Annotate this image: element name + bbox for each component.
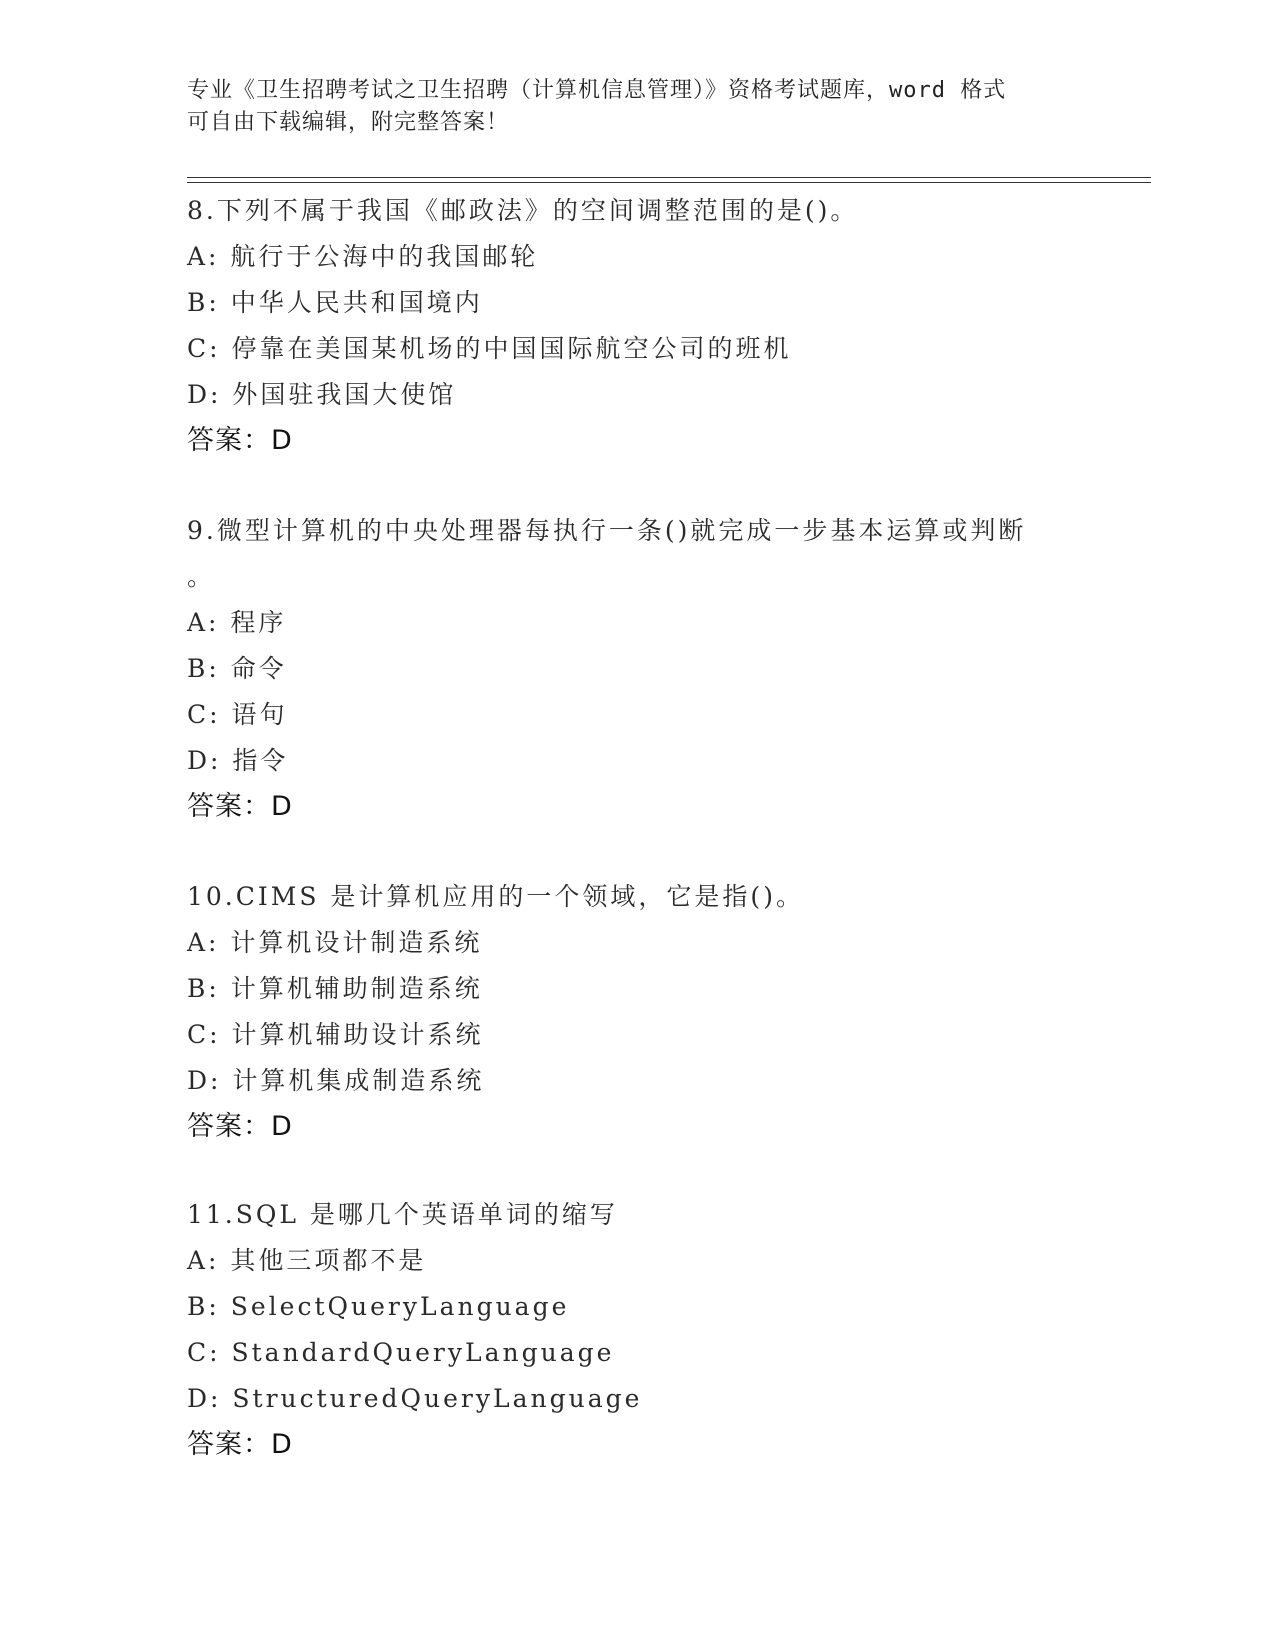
answer: 答案：D <box>187 791 293 822</box>
header-line-2: 可自由下载编辑，附完整答案！ <box>187 110 510 135</box>
header-divider-top <box>187 177 1151 178</box>
question-11 <box>187 1192 1067 1468</box>
question-stem: 9.微型计算机的中央处理器每执行一条()就完成一步基本运算或判断 <box>187 516 1027 545</box>
option-c: C: 计算机辅助设计系统 <box>187 1020 484 1049</box>
question-8 <box>187 188 1067 464</box>
question-stem: 11.SQL 是哪几个英语单词的缩写 <box>187 1200 618 1229</box>
answer: 答案：D <box>187 1429 293 1460</box>
option-b: B: SelectQueryLanguage <box>187 1292 570 1321</box>
option-c: C: 语句 <box>187 700 288 729</box>
answer: 答案：D <box>187 1111 293 1142</box>
option-a: A: 程序 <box>187 608 287 637</box>
option-d: D: 计算机集成制造系统 <box>187 1066 485 1095</box>
header-line-1: 专业《卫生招聘考试之卫生招聘（计算机信息管理）》资格考试题库，word 格式 <box>187 78 1007 103</box>
option-b: B: 命令 <box>187 654 287 683</box>
header-divider-bottom <box>187 182 1151 183</box>
option-d: D: 指令 <box>187 746 289 775</box>
option-d: D: StructuredQueryLanguage <box>187 1384 643 1413</box>
question-stem: 8.下列不属于我国《邮政法》的空间调整范围的是()。 <box>187 196 859 225</box>
option-a: A: 航行于公海中的我国邮轮 <box>187 242 539 271</box>
question-stem: 10.CIMS 是计算机应用的一个领域，它是指()。 <box>187 882 804 911</box>
option-c: C: 停靠在美国某机场的中国国际航空公司的班机 <box>187 334 792 363</box>
option-a: A: 计算机设计制造系统 <box>187 928 483 957</box>
option-a: A: 其他三项都不是 <box>187 1246 427 1275</box>
option-d: D: 外国驻我国大使馆 <box>187 380 457 409</box>
question-10 <box>187 874 1067 1150</box>
option-c: C: StandardQueryLanguage <box>187 1338 615 1367</box>
question-stem-continuation: 。 <box>187 562 216 591</box>
option-b: B: 中华人民共和国境内 <box>187 288 483 317</box>
answer: 答案：D <box>187 425 293 456</box>
option-b: B: 计算机辅助制造系统 <box>187 974 483 1003</box>
document-header <box>187 75 1087 139</box>
question-9 <box>187 508 1067 830</box>
